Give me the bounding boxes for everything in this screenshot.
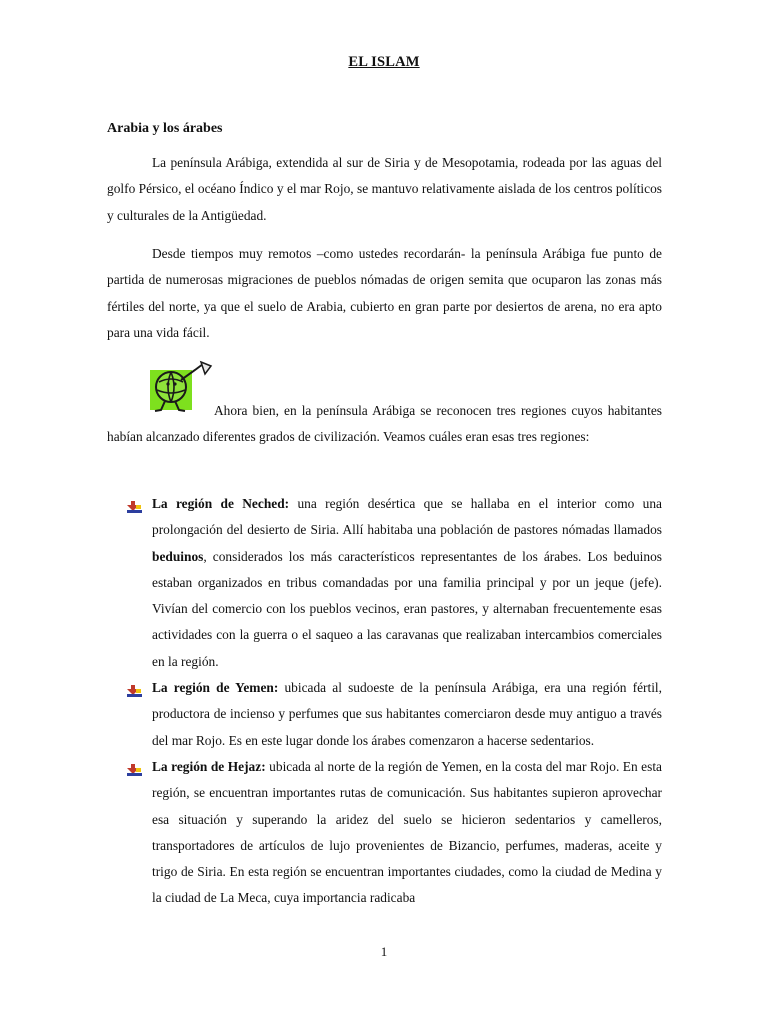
bullet-label: La región de Hejaz: bbox=[152, 758, 266, 774]
bullet-arrow-icon bbox=[127, 760, 143, 774]
list-item-hejaz bbox=[107, 754, 662, 912]
section-heading: Arabia y los árabes bbox=[107, 121, 223, 136]
bullet-text: una región desértica que se hallaba en el interior como una prolongación del desierto de Siria. Allí habitaba una población de pastores nómadas llamados bbox=[152, 496, 662, 538]
bullet-arrow-icon bbox=[127, 681, 143, 695]
bullet-text: ubicada al sudoeste de la península Arábiga, era una región fértil, productora de incienso y perfumes que sus habitantes comerciaron desde muy antiguo a través del mar Rojo. Es en este lugar donde los árabes comenzaron a hacerse sedentarios. bbox=[152, 680, 662, 748]
bullet-term: beduinos bbox=[152, 548, 204, 564]
paragraph-3-text: Ahora bien, en la península Arábiga se reconocen tres regiones cuyos habitantes habían alcanzado diferentes grados de civilización. Veamos cuáles eran esas tres regiones: bbox=[107, 403, 662, 445]
bullet-label: La región de Yemen: bbox=[152, 680, 279, 696]
bullet-label: La región de Neched: bbox=[152, 496, 290, 511]
paragraph-3 bbox=[107, 398, 662, 451]
document-title: EL ISLAM bbox=[348, 54, 420, 70]
bullet-text: ubicada al norte de la región de Yemen, en la costa del mar Rojo. En esta región, se encuentran importantes rutas de comunicación. Sus habitantes supieron aprovechar esa situación y superando la aridez del suelo se hicieron sedentarios y camelleros, transportadores de artículos de lujo provenientes de Bizancio, perfumes, maderas, aceite y trigo de Siria. En esta región se encuentran importantes ciudades, como la ciudad de Medina y la ciudad de La Meca, cuya importancia radicaba bbox=[152, 758, 663, 906]
paragraph-1: La península Arábiga, extendida al sur de Siria y de Mesopotamia, rodeada por las aguas del golfo Pérsico, el océano Índico y el mar Rojo, se mantuvo relativamente aislada de los centros políticos y culturales de la Antigüedad. bbox=[107, 155, 662, 223]
paragraph-2: Desde tiempos muy remotos –como ustedes recordarán- la península Arábiga fue punto de partida de numerosas migraciones de pueblos nómadas de origen semita que ocuparon las zonas más fértiles del norte, ya que el suelo de Arabia, cubierto en gran parte por desiertos de arena, no era apto para una vida fácil. bbox=[107, 246, 662, 340]
list-item-yemen bbox=[107, 675, 662, 754]
bullet-text-continued: , considerados los más característicos representantes de los árabes. Los beduinos estaban organizados en tribus comandadas por una familia principal y por un jeque (jefe). Vivían del comercio con los pueblos vecinos, eran pastores, y alternaban frecuentemente esas actividades con la guerra o el saqueo a las caravanas que realizaban intercambios comerciales en la región. bbox=[152, 548, 662, 669]
regions-list bbox=[107, 491, 662, 912]
bullet-arrow-icon bbox=[127, 497, 143, 511]
list-item-neched bbox=[107, 491, 662, 675]
page-number: 1 bbox=[380, 944, 388, 959]
